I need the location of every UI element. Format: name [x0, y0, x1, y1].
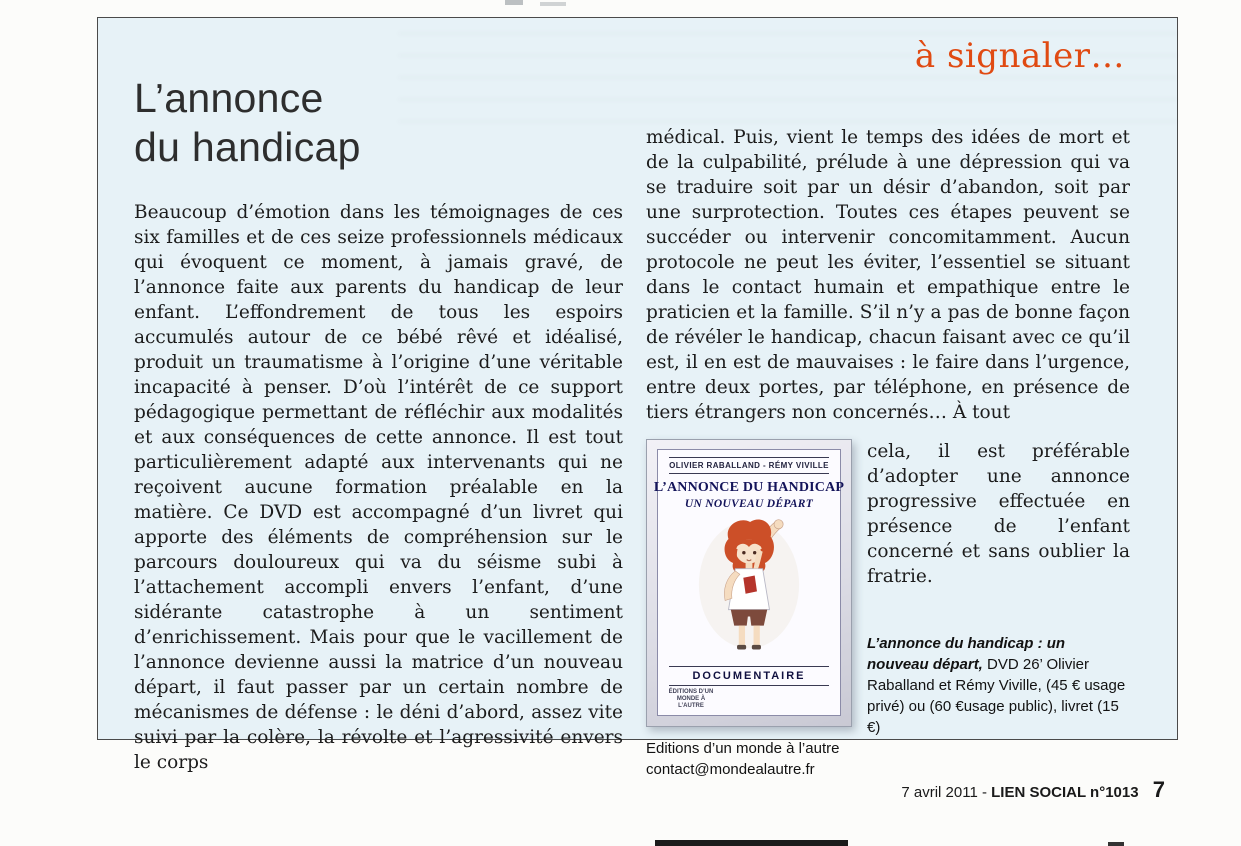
dvd-cover-illustration: [664, 510, 834, 666]
caption-title: L’annonce du handicap : un nouveau départ,: [867, 635, 1066, 673]
footer-journal: LIEN SOCIAL n°1013: [991, 784, 1139, 801]
right-column: [646, 125, 1130, 780]
section-label: à signaler…: [914, 36, 1125, 76]
scan-artifact-bottom: [655, 840, 848, 846]
cover-rule: [669, 666, 829, 667]
scan-artifact-bottom: [1108, 842, 1124, 846]
scan-artifact-top: [505, 0, 523, 5]
caption-contact: contact@mondealautre.fr: [646, 761, 815, 778]
page-number: 7: [1152, 777, 1165, 802]
dvd-genre: DOCUMENTAIRE: [692, 670, 806, 682]
dvd-cover-photo: [646, 439, 852, 727]
dvd-subtitle: UN NOUVEAU DÉPART: [684, 498, 814, 510]
dvd-cover-front: [653, 449, 845, 716]
footer-date: 7 avril 2011 -: [901, 784, 992, 801]
cover-rule: [669, 685, 829, 686]
page-footer: [0, 777, 1165, 803]
left-column: [134, 200, 623, 775]
dvd-title: L’ANNONCE DU HANDICAP: [653, 480, 845, 495]
body-paragraph-right: médical. Puis, vient le temps des idées de mort et de la culpabilité, prélude à une dépression qui va se traduire soit par un désir d’abandon, soit par une surprotection. Toutes ces étapes peuvent se succéder ou intervenir concomitamment. Aucun protocole ne peut les éviter, l’essentiel se situant dans le contact humain et empathique entre le praticien et la famille. S’il n’y a pas de bonne façon de révéler le handicap, chacun faisant avec ce qu’il est, il en est de mauvaises : le faire dans l’urgence, entre deux portes, par téléphone, en présence de tiers étrangers non concernés… À tout: [646, 127, 1130, 423]
scan-artifact-top: [540, 2, 566, 6]
article-panel: [97, 17, 1178, 778]
dvd-authors: OLIVIER RABALLAND - RÉMY VIVILLE: [669, 461, 829, 470]
article-title: [134, 74, 361, 172]
dvd-publisher-logo: ÉDITIONS D’UN MONDE À L’AUTRE: [668, 689, 714, 709]
article-title-line1: L’annonce: [134, 75, 324, 121]
cover-rule: [669, 457, 829, 458]
caption-details: DVD 26’ Olivier Raballand et Rémy Viville, (45 € usage privé) ou (60 €usage public), livret (15 €): [867, 656, 1126, 736]
article-title-line2: du handicap: [134, 124, 361, 170]
body-paragraph-left: Beaucoup d’émotion dans les témoignages de ces six familles et de ces seize professionnels médicaux qui évoquent ce moment, à jamais gravé, de l’annonce faite aux parents du handicap de leur enfant. L’effondrement de tous les espoirs accumulés autour de ce bébé rêvé et idéalisé, produit un traumatisme à l’origine d’une véritable incapacité à penser. D’où l’intérêt de ce support pédagogique permettant de réfléchir aux modalités et aux conséquences de cette annonce. Il est tout particulièrement adapté aux intervenants qui ne reçoivent aucune formation préalable en la matière. Ce DVD est accompagné d’un livret qui apporte des éléments de compréhension sur le parcours douloureux qui va du séisme subi à l’attachement accompli envers l’enfant, d’une sidérante catastrophe à un sentiment d’enrichissement. Mais pour que le vacillement de l’annonce devienne aussi la matrice d’un nouveau départ, il faut passer par un certain nombre de mécanismes de défense : le déni d’abord, assez vite suivi par la colère, la révolte et l’agressivité envers le corps: [134, 202, 623, 773]
dvd-cover-bottom: [664, 689, 834, 710]
body-paragraph-wrap: cela, il est préférable d’adopter une annonce progressive effectuée en présence de l’enfant concerné et sans oublier la fratrie.: [867, 441, 1130, 587]
caption-publisher: Editions d’un monde à l’autre: [646, 740, 840, 757]
cover-rule: [669, 473, 829, 474]
